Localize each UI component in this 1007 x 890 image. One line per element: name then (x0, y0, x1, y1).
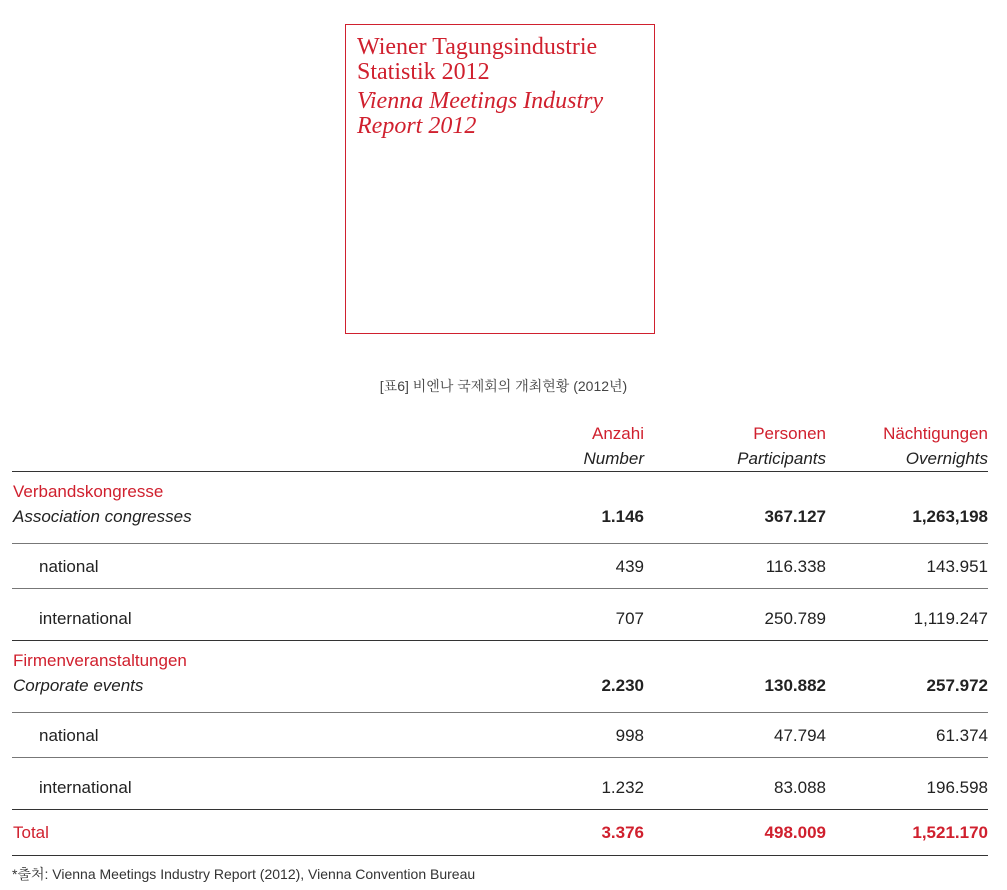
row-corp-national-number: 998 (615, 726, 644, 745)
cover-title-english (357, 89, 603, 139)
row-divider (12, 712, 988, 713)
row-association-number: 1.146 (601, 507, 644, 526)
row-divider (12, 588, 988, 589)
header-participants (737, 424, 826, 469)
row-corp-international-participants: 83.088 (774, 778, 826, 797)
row-corp-national-overnights: 61.374 (936, 726, 988, 745)
source-footnote: *출처: Vienna Meetings Industry Report (2012), Vienna Convention Bureau (12, 866, 476, 882)
table-caption: [표6] 비엔나 국제회의 개최현황 (2012년) (379, 378, 628, 394)
header-overnights-de: Nächtigungen (883, 424, 988, 443)
row-assoc-national-label: national (39, 557, 99, 576)
header-participants-de: Personen (753, 424, 826, 443)
row-assoc-national-participants: 116.338 (765, 557, 826, 576)
header-participants-en: Participants (737, 449, 826, 468)
row-corporate-participants: 130.882 (764, 676, 826, 695)
header-divider (12, 471, 988, 472)
row-total-label: Total (13, 823, 49, 842)
row-association-label-de: Verbandskongresse (13, 482, 164, 501)
row-corporate-number: 2.230 (601, 676, 644, 695)
row-corp-international-number: 1.232 (601, 778, 644, 797)
row-assoc-international-overnights: 1,119.247 (913, 609, 988, 628)
cover-title-english-line2: Report 2012 (357, 113, 477, 139)
header-number-de: Anzahi (592, 424, 644, 443)
row-assoc-national-number: 439 (615, 557, 644, 576)
row-assoc-international-number: 707 (615, 609, 644, 628)
row-assoc-international-label: international (39, 609, 132, 628)
section-divider (12, 640, 988, 641)
row-total-overnights: 1,521.170 (912, 823, 988, 842)
row-corporate-label-de: Firmenveranstaltungen (13, 651, 187, 670)
cover-title-german-line1: Wiener Tagungsindustrie (357, 34, 598, 60)
section-divider (12, 809, 988, 810)
row-association-label-en: Association congresses (13, 507, 192, 526)
table-bottom-rule (12, 855, 988, 856)
cover-title-german (357, 35, 597, 85)
row-association-participants: 367.127 (764, 507, 826, 526)
row-divider (12, 543, 988, 544)
row-corp-national-label: national (39, 726, 99, 745)
header-number-en: Number (583, 449, 644, 468)
row-corporate-overnights: 257.972 (926, 676, 988, 695)
row-total-number: 3.376 (601, 823, 644, 842)
row-assoc-national-overnights: 143.951 (926, 557, 988, 576)
row-corp-international-label: international (39, 778, 132, 797)
header-overnights-en: Overnights (905, 449, 988, 468)
row-corp-national-participants: 47.794 (774, 726, 826, 745)
row-corp-international-overnights: 196.598 (926, 778, 988, 797)
row-assoc-international-participants: 250.789 (764, 609, 826, 628)
report-cover (345, 24, 655, 334)
cover-title-german-line2: Statistik 2012 (357, 59, 490, 85)
row-association-overnights: 1,263,198 (912, 507, 988, 526)
row-corporate-label-en: Corporate events (13, 676, 144, 695)
row-total-participants: 498.009 (764, 823, 826, 842)
row-divider (12, 757, 988, 758)
header-overnights (883, 424, 988, 469)
header-number (584, 424, 644, 469)
cover-title-english-line1: Vienna Meetings Industry (357, 88, 604, 114)
